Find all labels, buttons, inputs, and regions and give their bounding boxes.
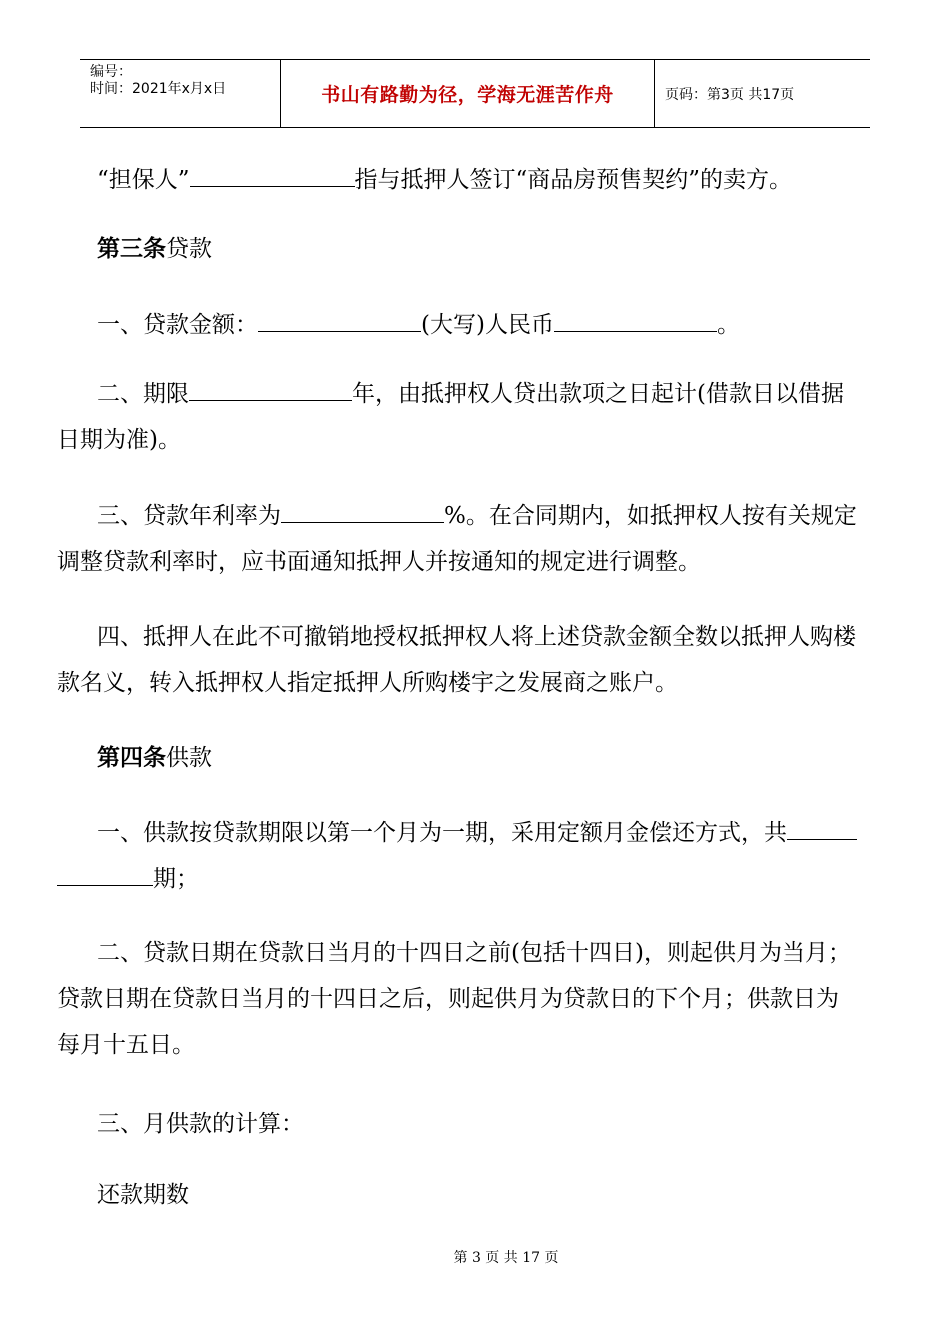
fill-blank [190, 160, 355, 187]
text: 每月十五日。 [57, 1032, 195, 1058]
fill-blank [787, 813, 857, 840]
page-header [80, 59, 870, 128]
article-number: 第三条 [97, 235, 166, 262]
paragraph-guarantor [57, 157, 887, 203]
fill-blank [57, 859, 153, 886]
text: 二、期限 [97, 381, 189, 407]
paragraph-interest-rate [57, 493, 887, 585]
article-title: 供款 [166, 745, 212, 771]
fill-blank [258, 305, 421, 332]
paragraph-monthly-calc [57, 1101, 887, 1147]
text: 四、抵押人在此不可撤销地授权抵押权人将上述贷款金额全数以抵押人购楼 [97, 624, 856, 650]
fill-blank [189, 374, 352, 401]
article-3-heading [57, 226, 887, 272]
paragraph-authorization [57, 614, 887, 706]
text: 款名义，转入抵押权人指定抵押人所购楼宇之发展商之账户。 [57, 670, 678, 696]
text: 一、供款按贷款期限以第一个月为一期，采用定额月金偿还方式，共 [97, 820, 787, 846]
fill-blank [281, 496, 444, 523]
text: 还款期数 [97, 1182, 189, 1208]
text: 三、月供款的计算： [97, 1111, 304, 1137]
text: (大写)人民币 [421, 312, 554, 338]
text: 三、贷款年利率为 [97, 503, 281, 529]
article-number: 第四条 [97, 744, 166, 771]
header-page-label: 页码：第3页 共17页 [665, 86, 795, 103]
text: 指与抵押人签订“商品房预售契约”的卖方。 [354, 167, 793, 193]
fill-blank [554, 305, 717, 332]
page-footer: 第 3 页 共 17 页 [453, 1250, 559, 1266]
text: 贷款日期在贷款日当月的十四日之后，则起供月为贷款日的下个月；供款日为 [57, 986, 839, 1012]
paragraph-payment-start [57, 930, 887, 1068]
text: 年，由抵押权人贷出款项之日起计(借款日以借据 [352, 381, 844, 407]
header-meta [80, 60, 281, 127]
document-number-label: 编号： [90, 64, 132, 80]
text: 日期为准)。 [57, 427, 181, 453]
paragraph-loan-amount [57, 302, 887, 348]
header-motto: 书山有路勤为径，学海无涯苦作舟 [281, 60, 655, 127]
text: 。 [716, 312, 740, 338]
paragraph-term [57, 371, 887, 463]
text: 二、贷款日期在贷款日当月的十四日之前(包括十四日)，则起供月为当月； [97, 940, 851, 966]
paragraph-repayment-periods [57, 1172, 887, 1218]
text: “担保人” [97, 167, 190, 193]
text: 调整贷款利率时，应书面通知抵押人并按通知的规定进行调整。 [57, 549, 701, 575]
article-4-heading [57, 735, 887, 781]
text: %。在合同期内，如抵押权人按有关规定 [444, 503, 857, 529]
article-title: 贷款 [166, 236, 212, 262]
paragraph-installments [57, 810, 887, 902]
document-time-label: 时间：2021年x月x日 [90, 81, 227, 97]
text: 期； [153, 866, 199, 892]
text: 一、贷款金额： [97, 312, 258, 338]
